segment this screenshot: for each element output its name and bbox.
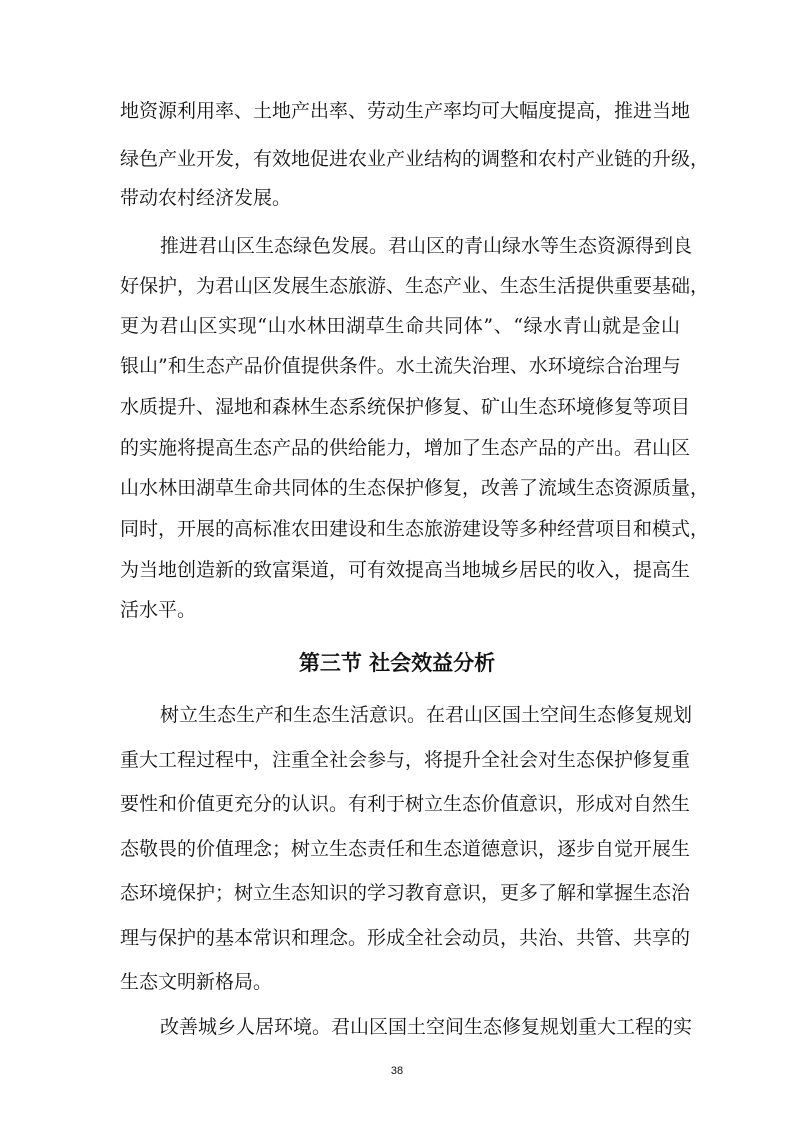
- paragraph-3-line-6: 理与保护的基本常识和理念。形成全社会动员，共治、共管、共享的: [120, 927, 691, 949]
- paragraph-1-line-1: 地资源利用率、土地产出率、劳动生产率均可大幅度提高，推进当地: [120, 100, 691, 122]
- paragraph-3-line-4: 态敬畏的价值理念；树立生态责任和生态道德意识，逐步自觉开展生: [120, 838, 691, 860]
- paragraph-3-line-1: 树立生态生产和生态生活意识。在君山区国土空间生态修复规划: [160, 704, 693, 726]
- paragraph-3-line-2: 重大工程过程中，注重全社会参与，将提升全社会对生态保护修复重: [120, 749, 691, 771]
- paragraph-2-line-1: 推进君山区生态绿色发展。君山区的青山绿水等生态资源得到良: [160, 235, 693, 257]
- paragraph-2-line-2: 好保护，为君山区发展生态旅游、生态产业、生态生活提供重要基础，: [120, 275, 710, 297]
- paragraph-2-line-8: 同时，开展的高标准农田建设和生态旅游建设等多种经营项目和模式，: [120, 518, 710, 540]
- paragraph-1-line-3: 带动农村经济发展。: [120, 187, 292, 209]
- paragraph-2-line-6: 的实施将提高生态产品的供给能力，增加了生态产品的产出。君山区: [120, 437, 691, 459]
- paragraph-3-line-5: 态环境保护；树立生态知识的学习教育意识，更多了解和掌握生态治: [120, 882, 691, 904]
- paragraph-2-line-10: 活水平。: [120, 599, 197, 621]
- paragraph-2-line-5: 水质提升、湿地和森林生态系统保护修复、矿山生态环境修复等项目: [120, 396, 691, 418]
- paragraph-2-line-4: 银山”和生态产品价值提供条件。水土流失治理、水环境综合治理与: [120, 355, 681, 377]
- paragraph-4-line-1: 改善城乡人居环境。君山区国土空间生态修复规划重大工程的实: [160, 1016, 693, 1038]
- paragraph-2-line-7: 山水林田湖草生命共同体的生态保护修复，改善了流域生态资源质量，: [120, 477, 710, 499]
- paragraph-1-line-2: 绿色产业开发，有效地促进农业产业结构的调整和农村产业链的升级，: [120, 148, 710, 170]
- paragraph-2-line-3: 更为君山区实现“山水林田湖草生命共同体”、“绿水青山就是金山: [120, 315, 680, 337]
- paragraph-2-line-9: 为当地创造新的致富渠道，可有效提高当地城乡居民的收入，提高生: [120, 559, 691, 581]
- page-number: 38: [390, 1065, 404, 1077]
- paragraph-3-line-7: 生态文明新格局。: [120, 971, 273, 993]
- section-heading: 第三节 社会效益分析: [298, 651, 496, 675]
- paragraph-3-line-3: 要性和价值更充分的认识。有利于树立生态价值意识，形成对自然生: [120, 793, 691, 815]
